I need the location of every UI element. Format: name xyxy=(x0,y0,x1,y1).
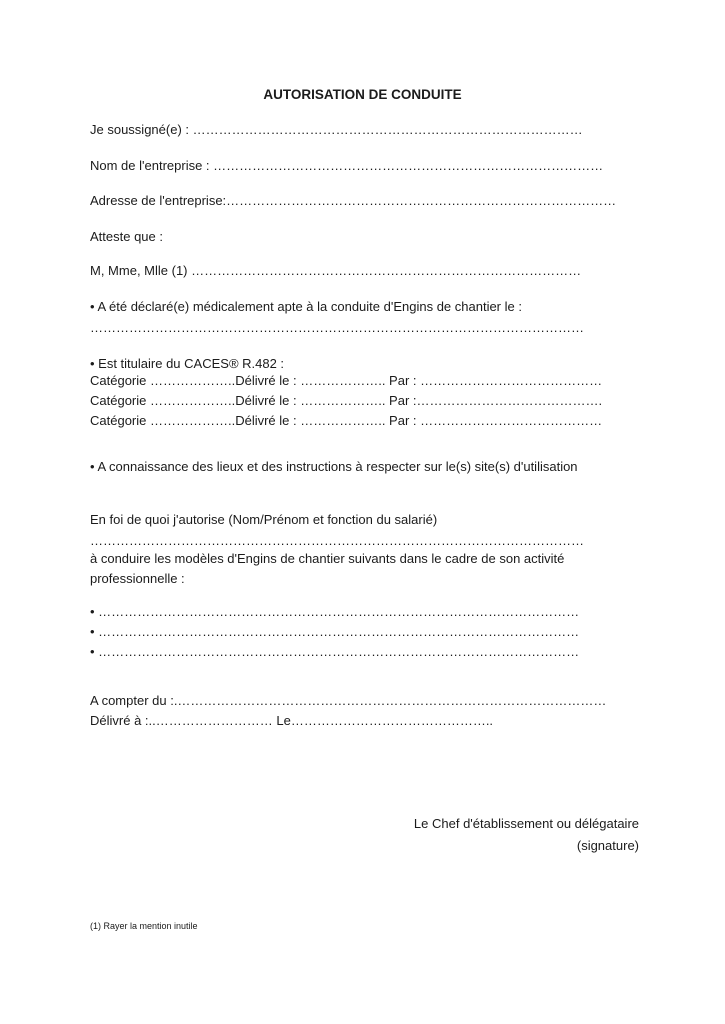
field-a-compter-du: A compter du :.……………………………………………………………………………………… xyxy=(90,693,607,708)
row-categorie-1: Catégorie ………………..Délivré le : ……………….. Par : …………………………………… xyxy=(90,373,603,388)
text-a-conduire: à conduire les modèles d'Engins de chantier suivants dans le cadre de son activité xyxy=(90,551,565,566)
bullet-caces: • Est titulaire du CACES® R.482 : xyxy=(90,356,285,371)
signature-title: Le Chef d'établissement ou délégataire xyxy=(413,816,639,831)
text-en-foi: En foi de quoi j'autorise (Nom/Prénom et fonction du salarié) xyxy=(90,512,438,527)
field-engin-1: • ………………………………………………………………………………………………… xyxy=(90,604,580,619)
row-categorie-3: Catégorie ………………..Délivré le : ……………….. Par : …………………………………… xyxy=(90,413,603,428)
bullet-apte-medicale: • A été déclaré(e) médicalement apte à la conduite d'Engins de chantier le : xyxy=(90,299,522,314)
field-engin-2: • ………………………………………………………………………………………………… xyxy=(90,624,580,639)
field-delivre-a-le: Délivré à :..……………………… Le……………………………………….. xyxy=(90,713,494,728)
row-categorie-2: Catégorie ………………..Délivré le : ……………….. Par :……………………………………. xyxy=(90,393,603,408)
field-engin-3: • ………………………………………………………………………………………………… xyxy=(90,644,580,659)
field-en-foi-dots: …………………………………………………………………………………………………… xyxy=(90,533,584,548)
signature-label: (signature) xyxy=(576,838,639,853)
field-je-soussigne: Je soussigné(e) : ……………………………………………………………………………… xyxy=(90,122,583,137)
field-adresse-entreprise: Adresse de l'entreprise:……………………………………………………………………………… xyxy=(90,193,617,208)
bullet-connaissance-lieux: • A connaissance des lieux et des instructions à respecter sur le(s) site(s) d'utilisation xyxy=(90,459,578,474)
field-apte-date-dots: …………………………………………………………………………………………………… xyxy=(90,320,584,335)
field-nom-entreprise: Nom de l'entreprise : ……………………………………………………………………………… xyxy=(90,158,604,173)
footnote: (1) Rayer la mention inutile xyxy=(90,921,198,931)
text-professionnelle: professionnelle : xyxy=(90,571,185,586)
field-civilite: M, Mme, Mlle (1) ……………………………………………………………………………… xyxy=(90,263,582,278)
document-title: AUTORISATION DE CONDUITE xyxy=(263,87,462,102)
text-atteste-que: Atteste que : xyxy=(90,229,163,244)
